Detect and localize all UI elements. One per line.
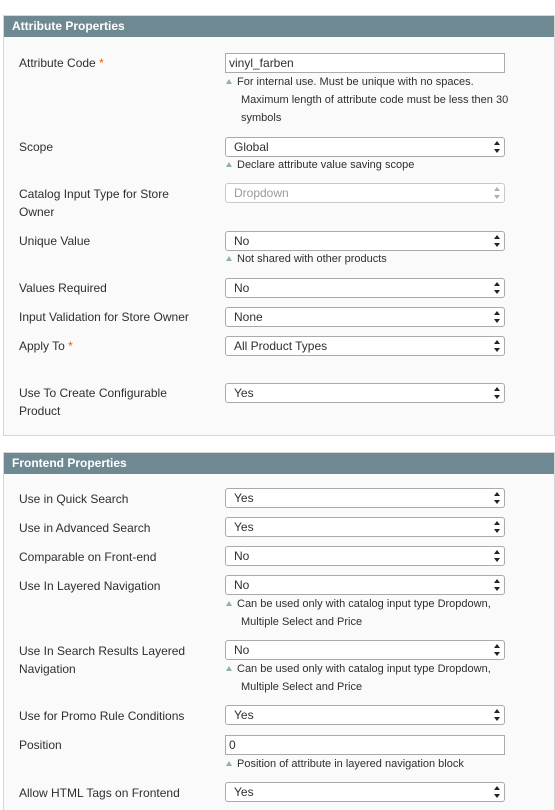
promo-rule-label: Use for Promo Rule Conditions	[19, 709, 185, 723]
required-marker: *	[99, 56, 104, 70]
position-input[interactable]: 0	[225, 735, 505, 755]
note-arrow-icon	[226, 162, 232, 167]
comparable-select[interactable]: No	[225, 546, 505, 566]
note-arrow-icon	[226, 79, 232, 84]
select-arrows-icon	[494, 187, 500, 199]
scope-select[interactable]: Global	[225, 137, 505, 157]
layered-navigation-note: Can be used only with catalog input type Dropdown, Multiple Select and Price	[226, 595, 511, 631]
values-required-label: Values Required	[19, 281, 107, 295]
select-arrows-icon	[494, 521, 500, 533]
attribute-code-label: Attribute Code *	[19, 56, 104, 70]
input-validation-label: Input Validation for Store Owner	[19, 310, 189, 324]
catalog-input-type-select: Dropdown	[225, 183, 505, 203]
apply-to-select[interactable]: All Product Types	[225, 336, 505, 356]
select-arrows-icon	[494, 387, 500, 399]
promo-rule-select[interactable]: Yes	[225, 705, 505, 725]
advanced-search-label: Use in Advanced Search	[19, 521, 151, 535]
unique-value-select[interactable]: No	[225, 231, 505, 251]
values-required-select[interactable]: No	[225, 278, 505, 298]
note-arrow-icon	[226, 256, 232, 261]
required-marker: *	[68, 339, 73, 353]
quick-search-select[interactable]: Yes	[225, 488, 505, 508]
attribute-code-note: For internal use. Must be unique with no spaces. Maximum length of attribute code must be less then 30 symbols	[226, 73, 511, 127]
search-results-layered-select[interactable]: No	[225, 640, 505, 660]
scope-note: Declare attribute value saving scope	[226, 156, 511, 174]
attribute-properties-header: Attribute Properties	[4, 16, 554, 37]
note-arrow-icon	[226, 601, 232, 606]
select-arrows-icon	[494, 550, 500, 562]
select-arrows-icon	[494, 709, 500, 721]
catalog-input-type-label: Catalog Input Type for Store Owner	[19, 187, 169, 219]
select-arrows-icon	[494, 141, 500, 153]
search-results-layered-note: Can be used only with catalog input type Dropdown, Multiple Select and Price	[226, 660, 511, 696]
position-note: Position of attribute in layered navigation block	[226, 755, 511, 773]
select-arrows-icon	[494, 786, 500, 798]
frontend-properties-header: Frontend Properties	[4, 453, 554, 474]
select-arrows-icon	[494, 340, 500, 352]
note-arrow-icon	[226, 666, 232, 671]
allow-html-label: Allow HTML Tags on Frontend	[19, 786, 180, 800]
select-arrows-icon	[494, 311, 500, 323]
select-arrows-icon	[494, 235, 500, 247]
unique-value-note: Not shared with other products	[226, 250, 511, 268]
select-arrows-icon	[494, 282, 500, 294]
input-validation-select[interactable]: None	[225, 307, 505, 327]
quick-search-label: Use in Quick Search	[19, 492, 129, 506]
search-results-layered-label: Use In Search Results Layered Navigation	[19, 644, 186, 676]
select-arrows-icon	[494, 579, 500, 591]
use-to-create-configurable-label: Use To Create Configurable Product	[19, 386, 167, 418]
apply-to-label: Apply To *	[19, 339, 73, 353]
attribute-code-input[interactable]: vinyl_farben	[225, 53, 505, 73]
select-arrows-icon	[494, 492, 500, 504]
advanced-search-select[interactable]: Yes	[225, 517, 505, 537]
allow-html-select[interactable]: Yes	[225, 782, 505, 802]
note-arrow-icon	[226, 761, 232, 766]
use-to-create-configurable-select[interactable]: Yes	[225, 383, 505, 403]
layered-navigation-label: Use In Layered Navigation	[19, 579, 161, 593]
scope-label: Scope	[19, 140, 54, 154]
position-label: Position	[19, 738, 62, 752]
comparable-label: Comparable on Front-end	[19, 550, 157, 564]
unique-value-label: Unique Value	[19, 234, 91, 248]
select-arrows-icon	[494, 644, 500, 656]
layered-navigation-select[interactable]: No	[225, 575, 505, 595]
